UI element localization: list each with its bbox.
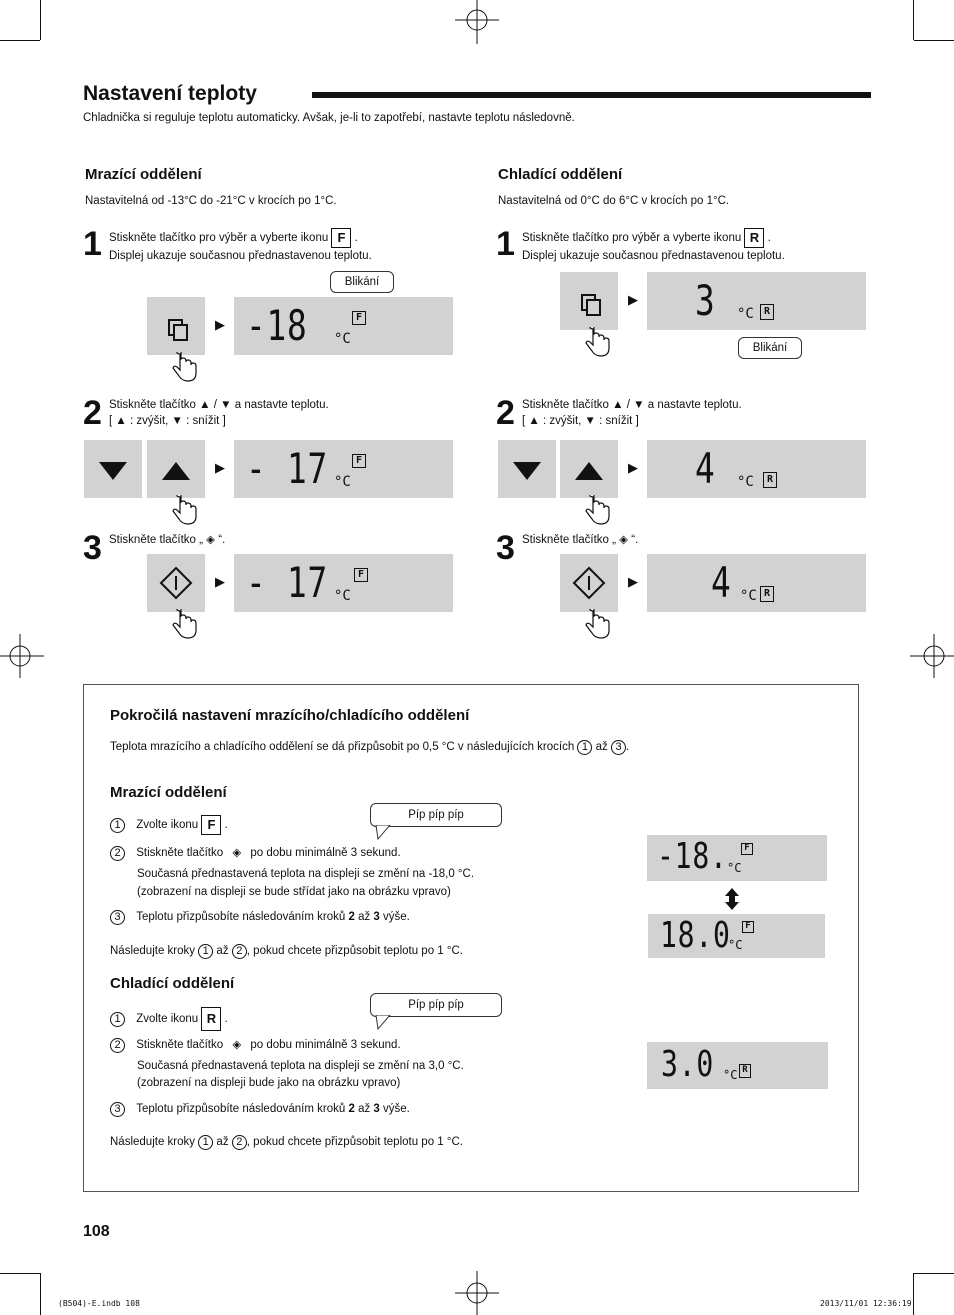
hand-pointer-icon bbox=[585, 495, 611, 525]
fridge-r-icon: R bbox=[744, 228, 764, 248]
step1-text: Stiskněte tlačítko pro výběr a vyberte ikonu F . bbox=[109, 228, 358, 248]
fridge-heading: Chladící oddělení bbox=[498, 166, 623, 183]
circled-number: 2 bbox=[232, 944, 247, 959]
up-arrow-icon: ▲ bbox=[528, 415, 540, 427]
crop-mark bbox=[914, 1273, 954, 1274]
hand-pointer-icon bbox=[585, 327, 611, 357]
confirm-diamond-icon: ◈ bbox=[206, 534, 216, 546]
down-arrow-icon: ▼ bbox=[584, 415, 596, 427]
unit-label: °C bbox=[334, 331, 351, 347]
crop-mark bbox=[0, 40, 40, 41]
fridge-range: Nastavitelná od 0°C do 6°C v krocích po 1°C. bbox=[498, 195, 730, 207]
f-icon: F bbox=[352, 454, 366, 468]
display-value: 4 bbox=[711, 558, 732, 607]
registration-mark bbox=[455, 1271, 499, 1315]
alternate-arrow-icon bbox=[724, 888, 740, 910]
adv-fridge-step2-l3: (zobrazení na displeji bude jako na obrázku vpravo) bbox=[137, 1077, 401, 1089]
footer-timestamp: 2013/11/01 12:36:19 bbox=[820, 1299, 912, 1308]
arrow-right-icon: ▶ bbox=[215, 317, 225, 332]
confirm-diamond-icon: ◈ bbox=[232, 847, 242, 859]
up-arrow-icon: ▲ bbox=[115, 415, 127, 427]
fridge-display-3 bbox=[647, 554, 866, 612]
arrow-right-icon: ▶ bbox=[628, 292, 638, 307]
display-value: - 17 bbox=[246, 558, 329, 607]
advanced-heading: Pokročilá nastavení mrazícího/chladícího oddělení bbox=[110, 707, 470, 724]
display-value: - 17 bbox=[246, 444, 329, 493]
freezer-display-3 bbox=[234, 554, 453, 612]
blink-callout: Blikání bbox=[330, 271, 394, 293]
circled-number: 1 bbox=[198, 944, 213, 959]
freezer-display-1 bbox=[234, 297, 453, 355]
unit-label: °C bbox=[727, 861, 742, 875]
adv-freezer-follow: Následujte kroky 1 až 2 , pokud chcete přizpůsobit teplotu po 1 °C. bbox=[110, 945, 463, 957]
circled-number: 1 bbox=[110, 1012, 125, 1027]
up-triangle-icon bbox=[560, 440, 618, 498]
select-icon bbox=[147, 297, 205, 355]
step1-text: Stiskněte tlačítko pro výběr a vyberte ikonu R . bbox=[522, 228, 771, 248]
freezer-display-2 bbox=[234, 440, 453, 498]
display-value: 3 bbox=[695, 276, 716, 325]
adv-freezer-display-a bbox=[647, 835, 827, 881]
confirm-button[interactable] bbox=[560, 554, 618, 612]
confirm-diamond-icon: ◈ bbox=[232, 1039, 242, 1051]
crop-mark bbox=[913, 0, 914, 40]
adv-fridge-step2-l2: Současná přednastavená teplota na displeji se změní na 3,0 °C. bbox=[137, 1060, 464, 1072]
f-icon: F bbox=[354, 568, 368, 582]
unit-label: °C bbox=[723, 1068, 738, 1082]
display-value: -18 bbox=[246, 301, 308, 350]
confirm-diamond-icon bbox=[560, 554, 618, 612]
adv-fridge-follow: Následujte kroky 1 až 2 , pokud chcete přizpůsobit teplotu po 1 °C. bbox=[110, 1136, 463, 1148]
unit-label: °C bbox=[334, 588, 351, 604]
step-number: 3 bbox=[496, 529, 515, 567]
hand-pointer-icon bbox=[585, 609, 611, 639]
adv-fridge-step1: 1 Zvolte ikonu R . bbox=[110, 1007, 228, 1031]
circled-number: 1 bbox=[577, 740, 592, 755]
step2-line2: [ ▲ : zvýšit, ▼ : snížit ] bbox=[522, 415, 639, 427]
arrow-right-icon: ▶ bbox=[628, 460, 638, 475]
freezer-heading: Mrazící oddělení bbox=[85, 166, 202, 183]
registration-mark bbox=[0, 634, 44, 678]
circled-number: 1 bbox=[198, 1135, 213, 1150]
fridge-display-1 bbox=[647, 272, 866, 330]
up-arrow-icon: ▲ bbox=[612, 399, 624, 411]
advanced-intro: Teplota mrazícího a chladícího oddělení se dá přizpůsobit po 0,5 °C v následujících krocích 1 až 3 . bbox=[110, 741, 630, 753]
step1-line1: Stiskněte tlačítko pro výběr a vyberte ikonu bbox=[109, 232, 329, 245]
step-number: 3 bbox=[83, 529, 102, 567]
crop-mark bbox=[40, 1273, 41, 1315]
display-value: 4 bbox=[695, 444, 716, 493]
down-arrow-icon: ▼ bbox=[220, 399, 232, 411]
step-number: 2 bbox=[496, 394, 515, 432]
unit-label: °C bbox=[334, 474, 351, 490]
r-icon: R bbox=[739, 1064, 751, 1078]
down-triangle-icon bbox=[84, 440, 142, 498]
footer-file: (B504)-E.indb 108 bbox=[58, 1299, 140, 1308]
select-button[interactable] bbox=[560, 272, 618, 330]
up-triangle-icon bbox=[147, 440, 205, 498]
step1-line2: Displej ukazuje současnou přednastavenou teplotu. bbox=[522, 250, 785, 262]
registration-mark bbox=[455, 0, 499, 44]
freezer-range: Nastavitelná od -13°C do -21°C v krocích po 1°C. bbox=[85, 195, 337, 207]
f-icon: F bbox=[352, 311, 366, 325]
hand-pointer-icon bbox=[172, 609, 198, 639]
adv-freezer-heading: Mrazící oddělení bbox=[110, 784, 227, 801]
intro-text: Chladnička si reguluje teplotu automaticky. Avšak, je-li to zapotřebí, nastavte teplotu následovně. bbox=[83, 112, 575, 124]
page-number: 108 bbox=[83, 1223, 110, 1240]
hand-pointer-icon bbox=[172, 352, 198, 382]
select-button[interactable] bbox=[147, 297, 205, 355]
select-icon bbox=[560, 272, 618, 330]
adv-freezer-step2-l2: Současná přednastavená teplota na displeji se změní na -18,0 °C. bbox=[137, 868, 475, 880]
down-triangle-icon bbox=[498, 440, 556, 498]
step3-text: Stiskněte tlačítko „ ◈ “. bbox=[522, 534, 639, 546]
r-icon: R bbox=[763, 472, 777, 488]
step1-line1: Stiskněte tlačítko pro výběr a vyberte ikonu bbox=[522, 232, 742, 245]
step2-line1: Stiskněte tlačítko ▲ / ▼ a nastavte teplotu. bbox=[522, 399, 742, 411]
r-icon: R bbox=[760, 586, 774, 602]
step-number: 1 bbox=[83, 225, 102, 263]
hand-pointer-icon bbox=[172, 495, 198, 525]
down-arrow-icon: ▼ bbox=[633, 399, 645, 411]
arrow-right-icon: ▶ bbox=[215, 460, 225, 475]
adv-freezer-step3: 3 Teplotu přizpůsobíte následováním kroků 2 až 3 výše. bbox=[110, 909, 410, 925]
f-icon: F bbox=[201, 815, 221, 835]
adv-fridge-display bbox=[647, 1042, 828, 1089]
beep-callout: Píp píp píp bbox=[370, 803, 502, 827]
callout-tail bbox=[372, 825, 396, 841]
confirm-diamond-icon: ◈ bbox=[619, 534, 629, 546]
step2-line1: Stiskněte tlačítko ▲ / ▼ a nastavte teplotu. bbox=[109, 399, 329, 411]
up-button[interactable] bbox=[147, 440, 205, 498]
freezer-f-icon: F bbox=[331, 228, 351, 248]
step-number: 1 bbox=[496, 225, 515, 263]
confirm-diamond-icon bbox=[147, 554, 205, 612]
display-value: -18. bbox=[657, 836, 728, 877]
step2-line2: [ ▲ : zvýšit, ▼ : snížit ] bbox=[109, 415, 226, 427]
confirm-button[interactable] bbox=[147, 554, 205, 612]
adv-fridge-heading: Chladící oddělení bbox=[110, 975, 235, 992]
crop-mark bbox=[913, 1273, 914, 1315]
r-icon: R bbox=[760, 304, 774, 320]
f-icon: F bbox=[742, 921, 754, 933]
unit-label: °C bbox=[740, 588, 757, 604]
arrow-right-icon: ▶ bbox=[628, 574, 638, 589]
display-value: 18.0 bbox=[660, 915, 731, 956]
circled-number: 3 bbox=[611, 740, 626, 755]
arrow-right-icon: ▶ bbox=[215, 574, 225, 589]
down-button[interactable] bbox=[84, 440, 142, 498]
circled-number: 3 bbox=[110, 910, 125, 925]
unit-label: °C bbox=[737, 306, 754, 322]
unit-label: °C bbox=[737, 474, 754, 490]
f-icon: F bbox=[741, 843, 753, 855]
adv-freezer-display-b bbox=[648, 914, 825, 958]
circled-number: 2 bbox=[232, 1135, 247, 1150]
display-value: 3.0 bbox=[661, 1044, 715, 1085]
unit-label: °C bbox=[728, 938, 743, 952]
crop-mark bbox=[0, 1273, 40, 1274]
down-button[interactable] bbox=[498, 440, 556, 498]
title-rule bbox=[312, 92, 871, 98]
down-arrow-icon: ▼ bbox=[171, 415, 183, 427]
adv-fridge-step2: 2 Stiskněte tlačítko ◈ po dobu minimálně 3 sekund. bbox=[110, 1037, 401, 1053]
beep-callout: Píp píp píp bbox=[370, 993, 502, 1017]
crop-mark bbox=[40, 0, 41, 40]
r-icon: R bbox=[201, 1007, 221, 1031]
step-number: 2 bbox=[83, 394, 102, 432]
up-arrow-icon: ▲ bbox=[199, 399, 211, 411]
circled-number: 2 bbox=[110, 846, 125, 861]
crop-mark bbox=[914, 40, 954, 41]
registration-mark bbox=[910, 634, 954, 678]
adv-freezer-step1: 1 Zvolte ikonu F . bbox=[110, 815, 228, 835]
step3-text: Stiskněte tlačítko „ ◈ “. bbox=[109, 534, 226, 546]
blink-callout: Blikání bbox=[738, 337, 802, 359]
step1-line2: Displej ukazuje současnou přednastavenou teplotu. bbox=[109, 250, 372, 262]
adv-freezer-step2: 2 Stiskněte tlačítko ◈ po dobu minimálně 3 sekund. bbox=[110, 845, 401, 861]
circled-number: 1 bbox=[110, 818, 125, 833]
up-button[interactable] bbox=[560, 440, 618, 498]
callout-tail bbox=[372, 1015, 396, 1031]
fridge-display-2 bbox=[647, 440, 866, 498]
page-title: Nastavení teploty bbox=[83, 82, 257, 105]
adv-fridge-step3: 3 Teplotu přizpůsobíte následováním kroků 2 až 3 výše. bbox=[110, 1101, 410, 1117]
circled-number: 3 bbox=[110, 1102, 125, 1117]
adv-freezer-step2-l3: (zobrazení na displeji se bude střídat jako na obrázku vpravo) bbox=[137, 886, 451, 898]
circled-number: 2 bbox=[110, 1038, 125, 1053]
